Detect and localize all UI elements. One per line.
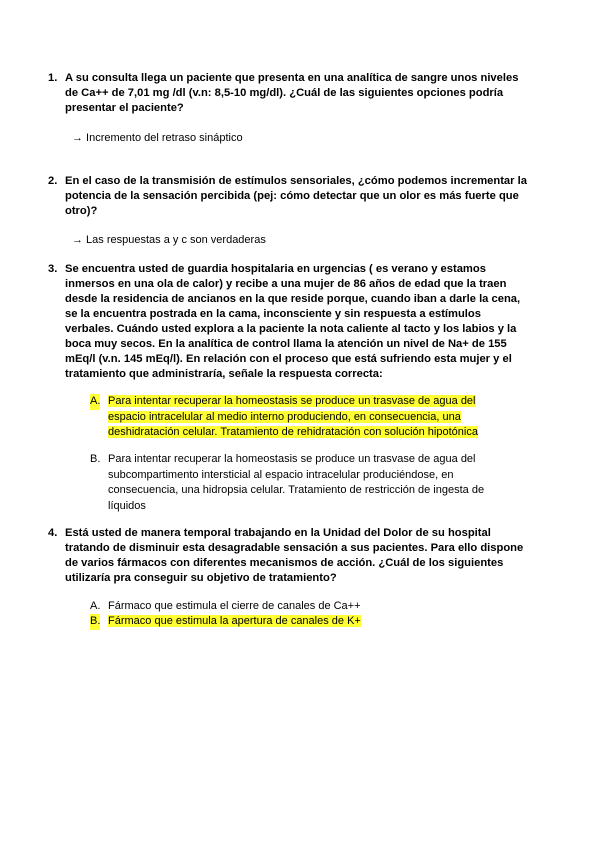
answer-2: → Las respuestas a y c son verdaderas [72, 234, 266, 246]
question-text: Está usted de manera temporal trabajando en la Unidad del Dolor de su hospital tratando de disminuir esta desagradable sensación a sus pacientes. Para ello dispone de varios fármacos con diferentes mecanismos de acción. ¿Cuál de los siguientes utilizaría pra conseguir su objetivo de tratamiento? [65, 527, 524, 584]
question-text: Se encuentra usted de guardia hospitalaria en urgencias ( es verano y estamos inmersos en una ola de calor) y recibe a una mujer de 86 años de edad que la traen desde la residencia de ancianos en la que reside porque, cuando iban a darle la cena, se la encuentra postrada en la cama, inconsciente y sin respuesta a estímulos verbales. Cuándo usted explora a la paciente la nota caliente al tacto y los labios y la boca muy secos. En la analítica de control llama la atención un nivel de Na+ de 155 mEq/l (v.n. 145 mEq/l). En relación con el proceso que está sufriendo esta mujer y el tratamiento que administraría, señale la respuesta correcta: [65, 263, 521, 380]
question-3-option-b [90, 452, 502, 514]
option-letter: B. [90, 614, 100, 630]
option-text: Para intentar recuperar la homeostasis se produce un trasvase de agua del espacio intracelular al medio interno produciendo, en consecuencia, una deshidratación celular. Tratamiento de rehidratación con solución hipotónica [108, 395, 478, 439]
question-3-option-a [90, 394, 502, 441]
question-1 [48, 71, 528, 116]
question-number: 4. [48, 527, 58, 539]
question-number: 2. [48, 175, 58, 187]
question-4-option-a [90, 599, 502, 615]
question-text: A su consulta llega un paciente que presenta en una analítica de sangre unos niveles de Ca++ de 7,01 mg /dl (v.n: 8,5-10 mg/dl). ¿Cuál de las siguientes opciones podría presentar el paciente? [65, 72, 519, 114]
question-3 [48, 262, 528, 382]
option-text: Fármaco que estimula la apertura de canales de K+ [108, 615, 361, 627]
option-letter: B. [90, 453, 101, 465]
option-letter: A. [90, 394, 100, 410]
question-4 [48, 526, 528, 586]
question-number: 1. [48, 72, 58, 84]
question-4-option-b [90, 614, 502, 630]
question-number: 3. [48, 263, 58, 275]
option-letter: A. [90, 600, 101, 612]
question-2 [48, 174, 528, 219]
question-text: En el caso de la transmisión de estímulos sensoriales, ¿cómo podemos incrementar la potencia de la sensación percibida (pej: cómo detectar que un olor es más fuerte que otro)? [65, 175, 527, 217]
option-text: Para intentar recuperar la homeostasis se produce un trasvase de agua del subcompartimento intersticial al espacio intracelular produciéndose, en consecuencia, una hidropsia celular. Tratamiento de restricción de ingesta de líquidos [108, 453, 485, 512]
answer-1: → Incremento del retraso sináptico [72, 132, 243, 144]
option-text: Fármaco que estimula el cierre de canales de Ca++ [108, 600, 361, 612]
